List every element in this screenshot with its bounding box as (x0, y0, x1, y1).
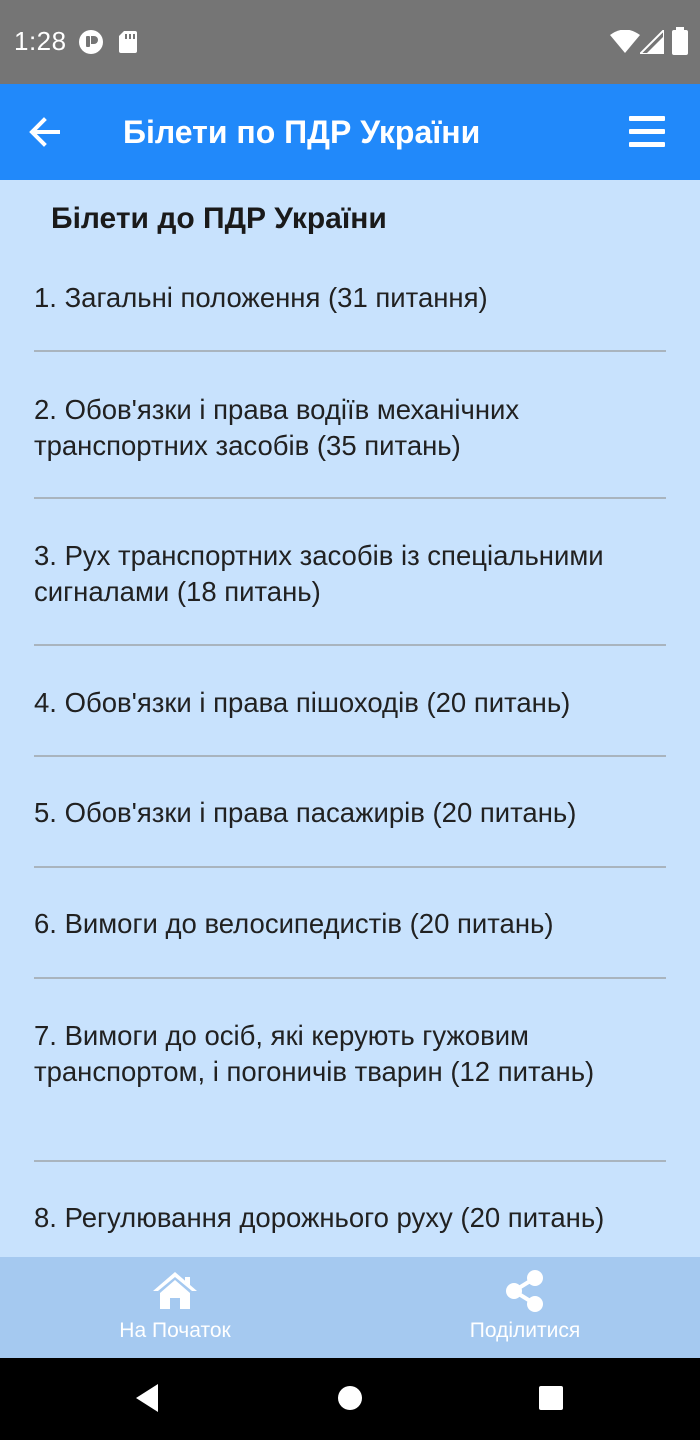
nav-recents-icon[interactable] (538, 1378, 564, 1418)
sd-card-icon (119, 31, 137, 53)
arrow-back-icon (22, 112, 68, 152)
topic-item-3[interactable]: 3. Рух транспортних засобів із спеціальними сигналами (18 питань) (34, 540, 604, 607)
topic-item-6[interactable]: 6. Вимоги до велосипедистів (20 питань) (34, 908, 554, 939)
system-nav-bar (0, 1358, 700, 1440)
bottom-bar (0, 1257, 700, 1358)
divider (34, 866, 666, 868)
topic-item-7[interactable]: 7. Вимоги до осіб, які керують гужовим транспортом, і погоничів тварин (12 питань) (34, 1020, 595, 1087)
section-heading: Білети до ПДР України (51, 202, 387, 235)
divider (34, 350, 666, 352)
divider (34, 644, 666, 646)
content-area[interactable] (0, 180, 700, 1257)
app-bar (0, 84, 700, 180)
home-label: На Початок (119, 1319, 231, 1342)
notification-app-icon (78, 29, 104, 55)
nav-back-icon[interactable] (132, 1378, 160, 1418)
divider (34, 1160, 666, 1162)
share-icon (504, 1269, 546, 1313)
share-label: Поділитися (469, 1319, 581, 1342)
back-button[interactable] (22, 112, 68, 152)
divider (34, 497, 666, 499)
divider (34, 755, 666, 757)
app-title: Білети по ПДР України (123, 114, 481, 150)
topic-item-5[interactable]: 5. Обов'язки і права пасажирів (20 питань) (34, 797, 577, 828)
status-bar (0, 0, 700, 84)
topic-item-1[interactable]: 1. Загальні положення (31 питання) (34, 282, 488, 313)
menu-button[interactable] (624, 112, 670, 152)
nav-home-icon[interactable] (337, 1378, 363, 1418)
topic-item-8[interactable]: 8. Регулювання дорожнього руху (20 питань) (34, 1202, 605, 1233)
home-button[interactable] (55, 1257, 295, 1358)
divider (34, 977, 666, 979)
signal-icon (640, 30, 664, 54)
status-time: 1:28 (14, 26, 67, 56)
wifi-icon (610, 30, 640, 54)
share-button[interactable] (405, 1257, 645, 1358)
topic-item-4[interactable]: 4. Обов'язки і права пішоходів (20 питань) (34, 687, 571, 718)
home-icon (151, 1269, 199, 1311)
hamburger-menu-icon (624, 112, 670, 152)
topic-item-2[interactable]: 2. Обов'язки і права водіїв механічних транспортних засобів (35 питань) (34, 394, 520, 461)
battery-icon (672, 27, 688, 55)
